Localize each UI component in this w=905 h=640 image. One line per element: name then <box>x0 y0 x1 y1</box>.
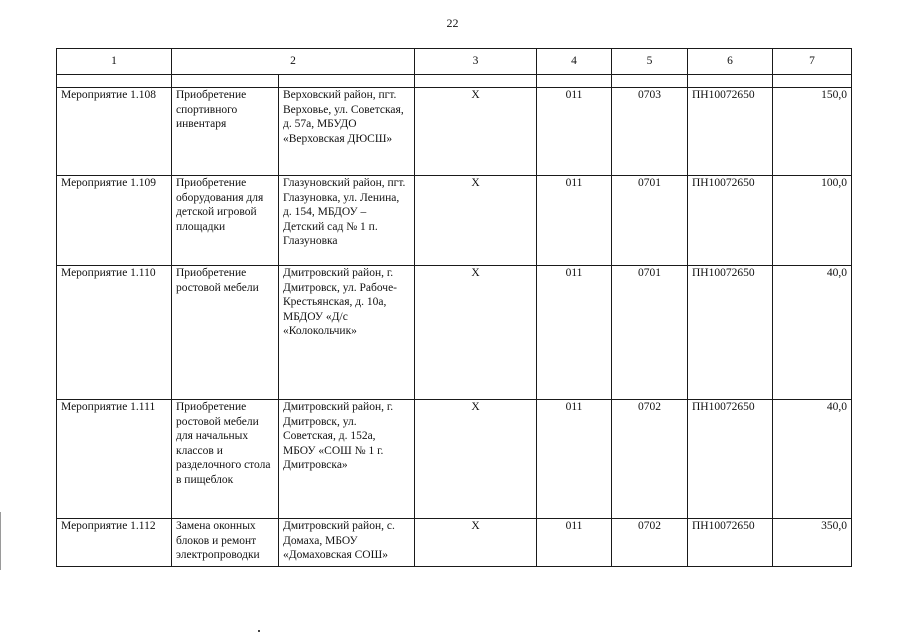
target-article: ПН10072650 <box>688 266 773 400</box>
scan-speck <box>258 630 260 632</box>
section-code: 0701 <box>612 266 688 400</box>
column-header: 3 <box>415 49 537 75</box>
amount: 40,0 <box>773 266 852 400</box>
column-header: 4 <box>537 49 612 75</box>
event-number: Мероприятие 1.111 <box>57 400 172 519</box>
recipient-address: Верховский район, пгт. Верховье, ул. Советская, д. 57а, МБУДО «Верховская ДЮСШ» <box>279 88 415 176</box>
amount: 350,0 <box>773 519 852 567</box>
column-header: 6 <box>688 49 773 75</box>
target-article: ПН10072650 <box>688 519 773 567</box>
event-number: Мероприятие 1.109 <box>57 176 172 266</box>
event-description: Приобретение оборудования для детской игровой площадки <box>172 176 279 266</box>
table-header-row <box>57 49 852 75</box>
recipient-address: Дмитровский район, г. Дмитровск, ул. Рабоче-Крестьянская, д. 10а, МБДОУ «Д/с «Колокольчик» <box>279 266 415 400</box>
target-article: ПН10072650 <box>688 400 773 519</box>
section-code: 0702 <box>612 519 688 567</box>
table-body <box>57 49 852 567</box>
event-number: Мероприятие 1.110 <box>57 266 172 400</box>
table-row <box>57 400 852 519</box>
column-3-value: Х <box>415 88 537 176</box>
column-3-value: Х <box>415 400 537 519</box>
table-row <box>57 176 852 266</box>
section-code: 0702 <box>612 400 688 519</box>
column-header: 7 <box>773 49 852 75</box>
page-number: 22 <box>446 16 459 30</box>
header-spacer-row <box>57 75 852 88</box>
event-number: Мероприятие 1.108 <box>57 88 172 176</box>
column-3-value: Х <box>415 519 537 567</box>
recipient-address: Дмитровский район, г. Дмитровск, ул. Советская, д. 152а, МБОУ «СОШ № 1 г. Дмитровска» <box>279 400 415 519</box>
column-3-value: Х <box>415 176 537 266</box>
column-3-value: Х <box>415 266 537 400</box>
amount: 150,0 <box>773 88 852 176</box>
event-description: Приобретение ростовой мебели для начальных классов и разделочного стола в пищеблок <box>172 400 279 519</box>
event-description: Приобретение ростовой мебели <box>172 266 279 400</box>
budget-table <box>56 48 852 567</box>
ministry-code: 011 <box>537 266 612 400</box>
column-header: 2 <box>172 49 415 75</box>
table-row <box>57 266 852 400</box>
table-row <box>57 88 852 176</box>
target-article: ПН10072650 <box>688 176 773 266</box>
event-description: Приобретение спортивного инвентаря <box>172 88 279 176</box>
recipient-address: Глазуновский район, пгт. Глазуновка, ул. Ленина, д. 154, МБДОУ – Детский сад № 1 п. Глазуновка <box>279 176 415 266</box>
ministry-code: 011 <box>537 400 612 519</box>
recipient-address: Дмитровский район, с. Домаха, МБОУ «Домаховская СОШ» <box>279 519 415 567</box>
ministry-code: 011 <box>537 88 612 176</box>
ministry-code: 011 <box>537 176 612 266</box>
amount: 100,0 <box>773 176 852 266</box>
column-header: 5 <box>612 49 688 75</box>
column-header: 1 <box>57 49 172 75</box>
section-code: 0701 <box>612 176 688 266</box>
ministry-code: 011 <box>537 519 612 567</box>
scan-margin-mark <box>0 512 1 570</box>
event-description: Замена оконных блоков и ремонт электропроводки <box>172 519 279 567</box>
event-number: Мероприятие 1.112 <box>57 519 172 567</box>
target-article: ПН10072650 <box>688 88 773 176</box>
table-row <box>57 519 852 567</box>
section-code: 0703 <box>612 88 688 176</box>
amount: 40,0 <box>773 400 852 519</box>
